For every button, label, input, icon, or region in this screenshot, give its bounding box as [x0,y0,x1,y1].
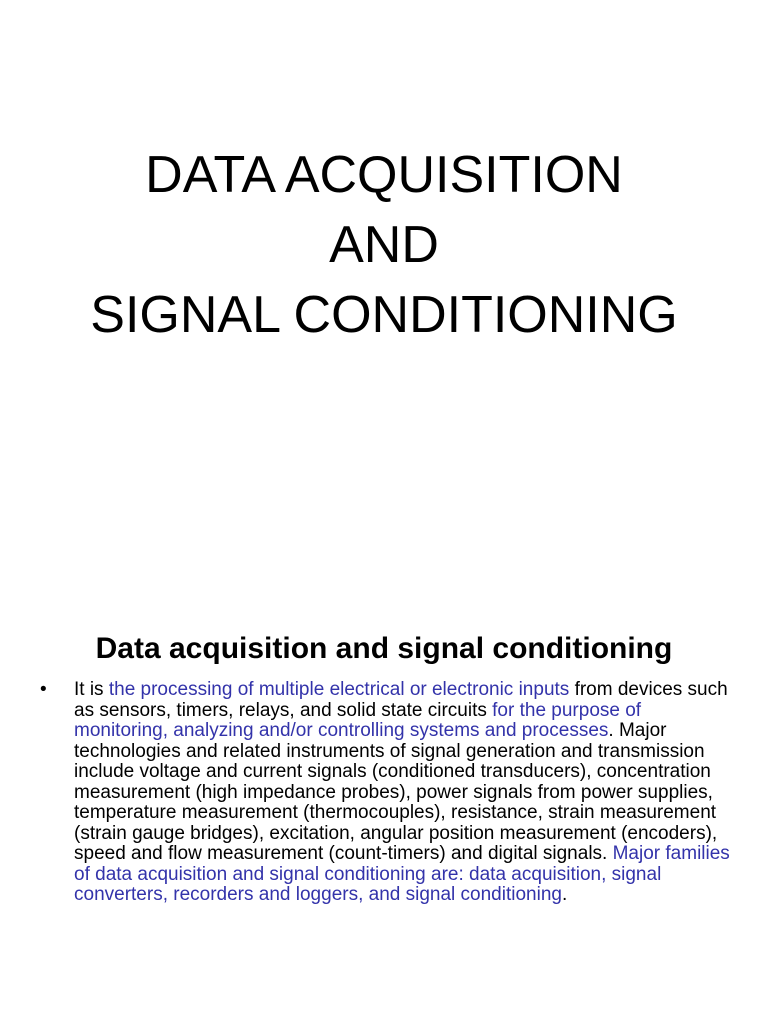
list-item [30,680,730,906]
title-line-1: DATA ACQUISITION [145,146,623,204]
title-line-2: AND [329,216,439,274]
bullet-highlight-2: for the purpose of monitoring, analyzing and/or controlling systems and processes [74,699,642,741]
main-title [0,140,768,350]
bullet-marker: • [40,679,47,700]
bullet-text-1: It is [74,679,109,700]
bullet-highlight-3: Major families of data acquisition and signal conditioning are: data acquisition, signal converters, recorders and loggers, and signal conditioning [74,843,730,905]
bullet-highlight-1: the processing of multiple electrical or electronic inputs [108,679,570,700]
content-slide [0,512,768,1024]
bullet-list [30,680,730,906]
title-line-3: SIGNAL CONDITIONING [90,286,678,344]
bullet-text-3: . Major technologies and related instruments of signal generation and transmission include voltage and current signals (conditioned transducers), concentration measurement (high impedance probes), power signals from power supplies, temperature measurement (thermocouples), resistance, strain measurement (strain gauge bridges), excitation, angular position measurement (encoders), speed and flow measurement (count-timers) and digital signals. [74,720,718,864]
bullet-text-2: from devices such as sensors, timers, relays, and solid state circuits [74,679,728,721]
bullet-text-4: . [561,884,568,905]
content-heading: Data acquisition and signal conditioning [95,632,673,665]
